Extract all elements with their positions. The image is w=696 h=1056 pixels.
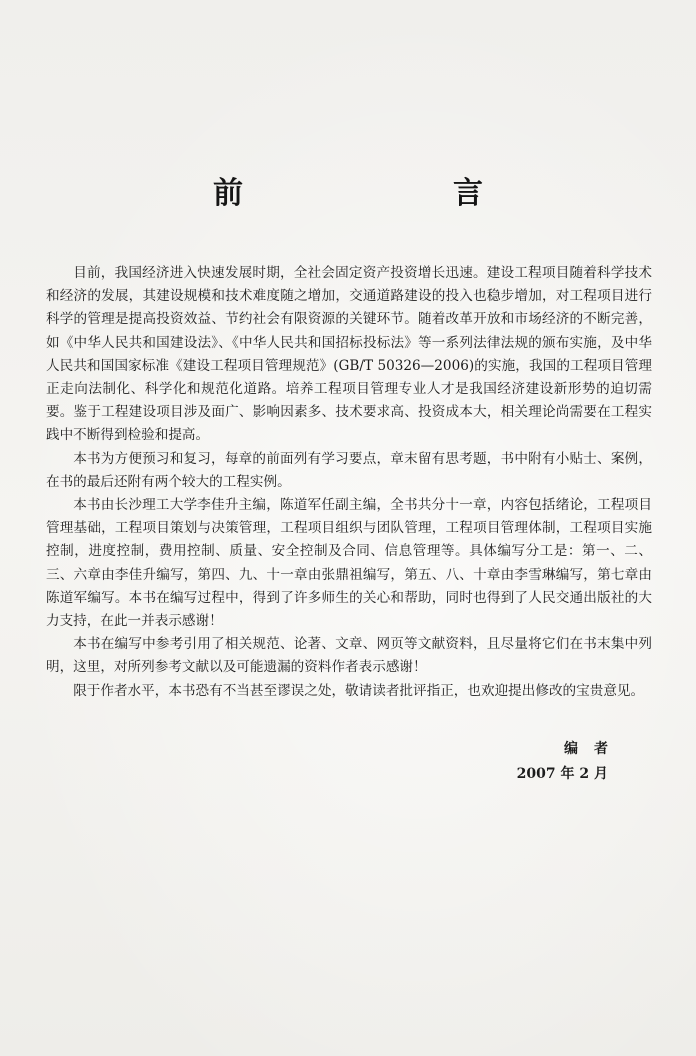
paragraph-3: 本书由长沙理工大学李佳升主编，陈道军任副主编，全书共分十一章，内容包括绪论，工程项目管理基础，工程项目策划与决策管理，工程项目组织与团队管理，工程项目管理体制，工程项目实施控制，进度控制，费用控制、质量、安全控制及合同、信息管理等。具体编写分工是：第一、二、三、六章由李佳升编写，第四、九、十一章由张鼎祖编写，第五、八、十章由李雪琳编写，第七章由陈道军编写。本书在编写过程中，得到了许多师生的关心和帮助，同时也得到了人民交通出版社的大力支持，在此一并表示感谢！	[46, 497, 652, 630]
paragraph-5: 限于作者水平，本书恐有不当甚至谬误之处，敬请读者批评指正，也欢迎提出修改的宝贵意见。	[73, 682, 645, 699]
page-title: 前 言	[213, 176, 573, 211]
signature-author: 编者	[564, 741, 624, 757]
paragraph-2: 本书为方便预习和复习，每章的前面列有学习要点，章末留有思考题，书中附有小贴士、案例，在书的最后还附有两个较大的工程实例。	[46, 450, 652, 490]
paragraph-4: 本书在编写中参考引用了相关规范、论著、文章、网页等文献资料，且尽量将它们在书末集中列明，这里，对所列参考文献以及可能遗漏的资料作者表示感谢！	[46, 636, 652, 676]
signature-date: 2007 年 2 月	[516, 766, 608, 782]
preface-body	[46, 262, 652, 703]
paragraph-1: 目前，我国经济进入快速发展时期，全社会固定资产投资增长迅速。建设工程项目随着科学技术和经济的发展，其建设规模和技术难度随之增加，交通道路建设的投入也稳步增加，对工程项目进行科学的管理是提高投资效益、节约社会有限资源的关键环节。随着改革开放和市场经济的不断完善，如《中华人民共和国建设法》、《中华人民共和国招标投标法》等一系列法律法规的颁布实施，及中华人民共和国国家标准《建设工程项目管理规范》(GB/T 50326—2006)的实施，我国的工程项目管理正走向法制化、科学化和规范化道路。培养工程项目管理专业人才是我国经济建设新形势的迫切需要。鉴于工程建设项目涉及面广、影响因素多、技术要求高、投资成本大，相关理论尚需要在工程实践中不断得到检验和提高。	[46, 265, 652, 444]
